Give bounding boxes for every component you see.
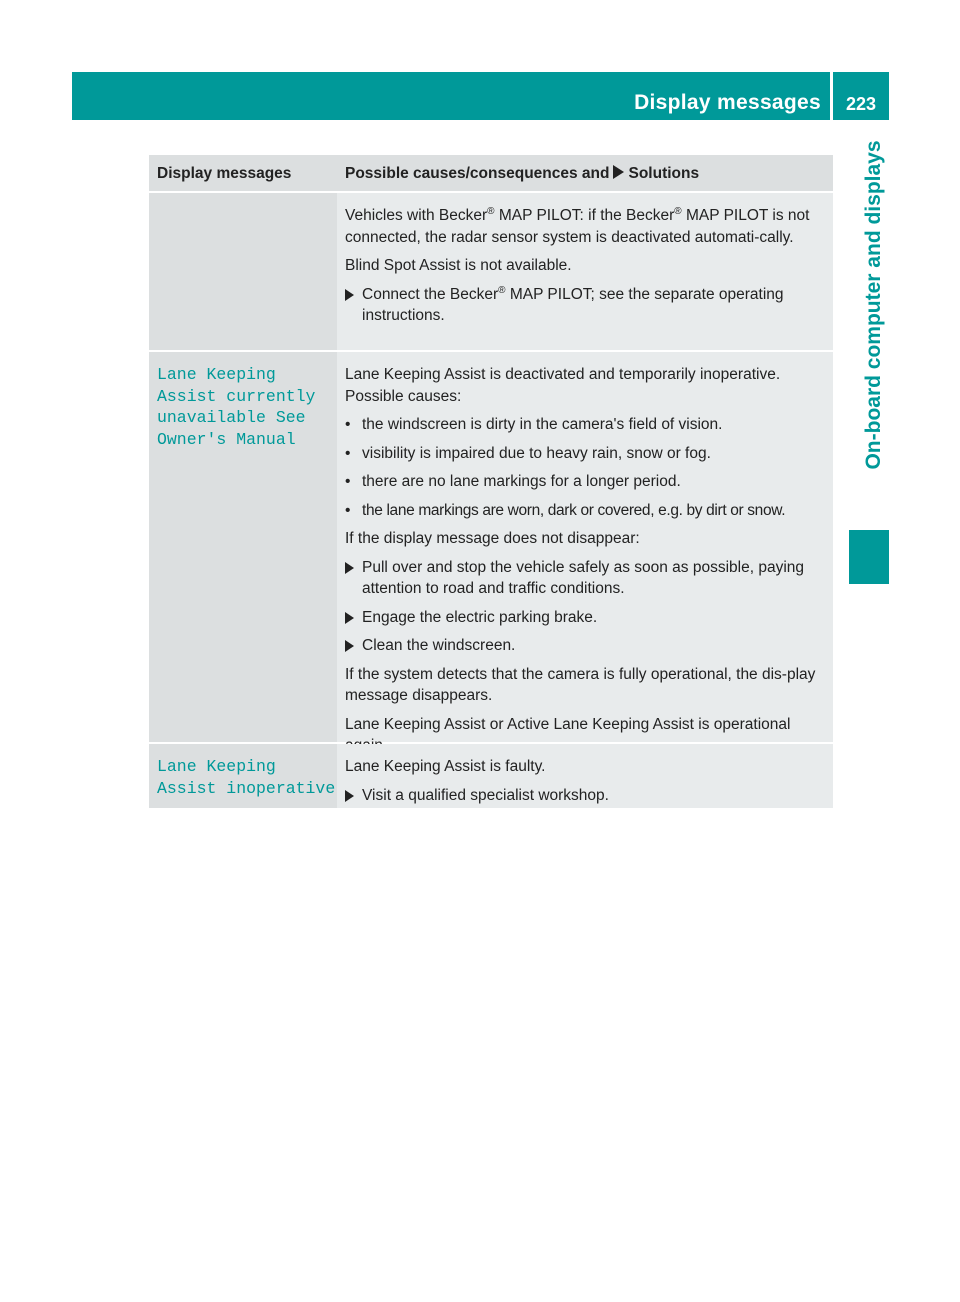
registered-mark: ® [487,205,495,217]
bullet-item: • visibility is impaired due to heavy rain, snow or fog. [345,443,829,465]
bullet-item: • the windscreen is dirty in the camera's field of vision. [345,414,829,436]
causes-cell [337,193,833,350]
causes-cell [337,744,833,808]
display-message-cell [149,352,337,742]
action-text: Clean the windscreen. [362,637,516,654]
cause-paragraph [345,205,829,248]
action-step [345,607,829,629]
action-arrow-icon [345,640,354,652]
action-step [345,557,829,600]
display-message-cell [149,744,337,808]
page-number: 223 [845,94,877,114]
column-header-solutions-label: Solutions [628,165,700,182]
table-header-row [149,155,833,191]
display-messages-table [149,155,833,808]
text-fragment: Vehicles with Becker [345,207,488,224]
action-step [345,785,829,807]
table-row [149,350,833,742]
text-fragment: MAP PILOT: if the Becker [494,207,675,224]
side-tab-marker [849,530,889,584]
solution-arrow-icon [613,165,624,179]
column-header-display: Display messages [157,165,292,182]
cause-paragraph: If the display message does not disappear: [345,530,640,547]
cause-paragraph: Lane Keeping Assist or Active Lane Keeping Assist is operational [345,715,791,733]
text-fragment: MAP PILOT; see the separate operating instructions. [362,285,784,324]
table-row [149,191,833,350]
registered-mark: ® [674,205,682,217]
column-header-causes [337,155,833,191]
action-arrow-icon [345,562,354,574]
registered-mark: ® [498,284,506,296]
display-message-cell [149,193,337,350]
table-row [149,742,833,808]
column-header-causes-label: Possible causes/consequences and [345,165,610,182]
action-step [345,284,829,327]
action-text: Visit a qualified specialist workshop. [362,786,609,804]
action-text: Pull over and stop the vehicle safely as soon as possible, paying attention to road and traffic conditions. [362,558,805,597]
action-step [345,635,829,657]
bullet-item: • there are no lane markings for a longer period. [345,471,829,493]
text-fragment: Connect the Becker [362,285,499,303]
cause-paragraph: If the system detects that the camera is fully operational, the dis-play message disappears. [345,665,816,704]
page-header [72,72,889,120]
cause-paragraph: Lane Keeping Assist is deactivated and temporarily inoperative. Possible causes: [345,366,781,405]
action-arrow-icon [345,289,354,301]
bullet-item: • the lane markings are worn, dark or covered, e.g. by dirt or snow. [345,500,829,522]
display-message-text: Lane Keeping Assist inoperative [157,757,336,798]
action-arrow-icon [345,612,354,624]
header-title: Display messages [634,91,821,114]
action-text: Engage the electric parking brake. [362,608,598,626]
causes-cell [337,352,833,742]
cause-paragraph: Lane Keeping Assist is faulty. [345,758,546,775]
text-fragment: MAP PILOT is not connected, the radar sensor system is deactivated automati-cally. [345,207,810,246]
side-tab-label: On-board computer and displays [862,140,885,470]
cause-paragraph: Blind Spot Assist is not available. [345,257,572,274]
display-message-text: Lane Keeping Assist currently unavailable See Owner's Manual [157,365,316,449]
action-arrow-icon [345,790,354,802]
